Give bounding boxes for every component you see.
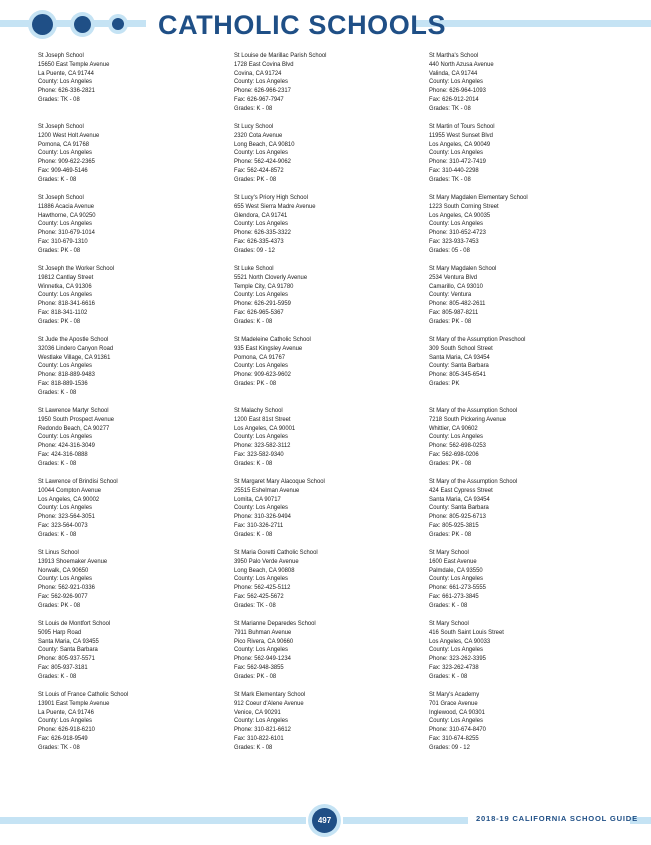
school-fax: Fax: 323-564-0073 [38,521,88,529]
school-address: 32036 Lindero Canyon Road [38,344,114,352]
school-phone: Phone: 323-262-3395 [429,655,486,663]
school-entry [234,265,409,336]
school-name: St Madeleine Catholic School [234,336,311,343]
school-entry [38,620,213,691]
school-city: Santa Maria, CA 93454 [429,353,490,361]
school-county: County: Los Angeles [234,362,288,370]
school-entry [429,194,604,265]
school-phone: Phone: 562-425-5112 [234,584,291,592]
school-fax: Fax: 626-967-7947 [234,95,284,103]
school-county: County: Los Angeles [38,220,92,228]
school-entry [38,52,213,123]
school-address: 11955 West Sunset Blvd [429,131,493,139]
school-grades: Grades: PK [429,379,460,387]
page-header [0,0,651,50]
school-phone: Phone: 323-582-3112 [234,442,291,450]
school-county: County: Los Angeles [38,575,92,583]
school-name: St Mary of the Assumption School [429,478,518,485]
school-name: St Mary School [429,549,469,556]
school-grades: Grades: K - 08 [234,530,273,538]
listing-column-1 [38,52,228,762]
school-county: County: Los Angeles [38,717,92,725]
school-phone: Phone: 323-564-3051 [38,513,95,521]
school-name: St Marianne Deparedes School [234,620,316,627]
school-address: 309 South School Street [429,344,493,352]
school-name: St Joseph School [38,123,84,130]
school-phone: Phone: 562-698-0253 [429,442,486,450]
school-phone: Phone: 626-964-1093 [429,87,486,95]
school-entry [429,265,604,336]
school-fax: Fax: 626-918-9549 [38,734,88,742]
school-grades: Grades: K - 08 [429,672,468,680]
school-county: County: Los Angeles [429,220,483,228]
school-city: La Puente, CA 91746 [38,708,94,716]
school-name: St Martin of Tours School [429,123,495,130]
school-address: 13901 East Temple Avenue [38,699,110,707]
school-fax: Fax: 805-925-3815 [429,521,479,529]
school-address: 416 South Saint Louis Street [429,628,504,636]
school-address: 1728 East Covina Blvd [234,60,294,68]
school-fax: Fax: 323-582-9340 [234,450,284,458]
school-city: Los Angeles, CA 90033 [429,637,491,645]
school-entry [429,478,604,549]
school-name: St Lawrence Martyr School [38,407,109,414]
school-address: 7218 South Pickering Avenue [429,415,507,423]
school-county: County: Los Angeles [234,717,288,725]
school-entry [38,407,213,478]
school-county: County: Los Angeles [429,433,483,441]
school-grades: Grades: PK - 08 [429,459,472,467]
school-city: Venice, CA 90291 [234,708,281,716]
school-address: 1950 South Prospect Avenue [38,415,115,423]
school-address: 1200 West Holt Avenue [38,131,100,139]
school-grades: Grades: TK - 08 [429,104,471,112]
school-grades: Grades: K - 08 [38,175,77,183]
school-city: Pico Rivera, CA 90660 [234,637,294,645]
school-phone: Phone: 805-345-6541 [429,371,486,379]
school-address: 15650 East Temple Avenue [38,60,110,68]
school-name: St Malachy School [234,407,283,414]
school-city: Norwalk, CA 90650 [38,566,89,574]
school-county: County: Los Angeles [234,78,288,86]
school-name: St Mary School [429,620,469,627]
school-fax: Fax: 562-698-0206 [429,450,479,458]
school-phone: Phone: 310-821-6612 [234,726,291,734]
school-entry [234,691,409,762]
school-fax: Fax: 805-987-8211 [429,308,479,316]
school-grades: Grades: K - 08 [234,459,273,467]
school-phone: Phone: 626-336-2821 [38,87,95,95]
school-fax: Fax: 909-469-5146 [38,166,88,174]
school-grades: Grades: PK - 08 [38,317,81,325]
school-grades: Grades: PK - 08 [234,379,277,387]
school-name: St Lawrence of Brindisi School [38,478,118,485]
school-county: County: Los Angeles [38,291,92,299]
school-address: 1600 East Avenue [429,557,477,565]
school-county: County: Santa Barbara [429,504,489,512]
school-grades: Grades: K - 08 [234,104,273,112]
school-city: Winnetka, CA 91306 [38,282,92,290]
school-grades: Grades: 09 - 12 [234,246,275,254]
school-entry [234,194,409,265]
school-name: St Mary of the Assumption School [429,407,518,414]
footer-rule-left [0,817,306,824]
school-address: 19812 Cantlay Street [38,273,94,281]
school-county: County: Santa Barbara [38,646,98,654]
school-fax: Fax: 661-273-3845 [429,592,479,600]
school-city: Camarillo, CA 93010 [429,282,483,290]
school-phone: Phone: 805-937-5571 [38,655,95,663]
school-county: County: Ventura [429,291,472,299]
school-grades: Grades: PK - 08 [234,175,277,183]
school-city: Los Angeles, CA 90049 [429,140,491,148]
school-fax: Fax: 323-933-7453 [429,237,479,245]
school-city: Inglewood, CA 90301 [429,708,485,716]
school-address: 701 Grace Avenue [429,699,478,707]
school-county: County: Los Angeles [429,149,483,157]
school-grades: Grades: TK - 08 [234,601,276,609]
school-entry [234,620,409,691]
school-grades: Grades: PK - 08 [234,672,277,680]
school-phone: Phone: 562-424-9062 [234,158,291,166]
school-city: Whittier, CA 90602 [429,424,478,432]
school-fax: Fax: 818-889-1536 [38,379,88,387]
school-city: Los Angeles, CA 90002 [38,495,100,503]
school-phone: Phone: 626-291-5959 [234,300,291,308]
school-phone: Phone: 424-316-3049 [38,442,95,450]
school-grades: Grades: K - 08 [429,601,468,609]
school-entry [234,52,409,123]
school-county: County: Los Angeles [234,575,288,583]
school-entry [429,549,604,620]
school-county: County: Santa Barbara [429,362,489,370]
school-address: 3950 Palo Verde Avenue [234,557,299,565]
school-grades: Grades: K - 08 [38,530,77,538]
school-phone: Phone: 805-482-2611 [429,300,486,308]
school-address: 13913 Shoemaker Avenue [38,557,108,565]
school-county: County: Los Angeles [234,504,288,512]
school-phone: Phone: 626-918-6210 [38,726,95,734]
school-entry [234,407,409,478]
school-name: St Mary Magdalen School [429,265,497,272]
school-phone: Phone: 310-652-4723 [429,229,486,237]
school-address: 655 West Sierra Madre Avenue [234,202,316,210]
school-county: County: Los Angeles [38,78,92,86]
school-county: County: Los Angeles [429,717,483,725]
school-address: 25515 Eshelman Avenue [234,486,300,494]
school-grades: Grades: 05 - 08 [429,246,470,254]
school-entry [38,549,213,620]
school-city: Temple City, CA 91780 [234,282,294,290]
school-county: County: Los Angeles [234,149,288,157]
school-phone: Phone: 310-472-7419 [429,158,486,166]
school-address: 935 East Kingsley Avenue [234,344,303,352]
school-phone: Phone: 562-921-0336 [38,584,95,592]
school-name: St Lucy's Priory High School [234,194,309,201]
school-fax: Fax: 310-822-6101 [234,734,284,742]
school-address: 440 North Azusa Avenue [429,60,494,68]
school-phone: Phone: 562-949-1234 [234,655,291,663]
school-fax: Fax: 626-912-2014 [429,95,479,103]
school-address: 5521 North Cloverly Avenue [234,273,308,281]
school-name: St Mary Magdalen Elementary School [429,194,528,201]
school-fax: Fax: 323-262-4738 [429,663,479,671]
header-dot-small [112,18,124,30]
school-name: St Mark Elementary School [234,691,306,698]
school-entry [38,691,213,762]
school-name: St Mary's Academy [429,691,480,698]
page-title: CATHOLIC SCHOOLS [158,10,447,40]
school-entry [429,407,604,478]
guide-title: 2018-19 CALIFORNIA SCHOOL GUIDE [476,814,638,823]
school-city: Glendora, CA 91741 [234,211,288,219]
school-city: Valinda, CA 91744 [429,69,478,77]
school-fax: Fax: 626-335-4373 [234,237,284,245]
school-entry [234,478,409,549]
school-county: County: Los Angeles [38,149,92,157]
school-name: St Joseph School [38,194,84,201]
school-grades: Grades: TK - 08 [429,175,471,183]
school-phone: Phone: 661-273-5555 [429,584,486,592]
school-city: Long Beach, CA 90808 [234,566,295,574]
school-county: County: Los Angeles [429,78,483,86]
school-name: St Lucy School [234,123,274,130]
school-phone: Phone: 818-341-6616 [38,300,95,308]
school-city: La Puente, CA 91744 [38,69,94,77]
school-county: County: Los Angeles [234,220,288,228]
school-address: 424 East Cypress Street [429,486,493,494]
school-entry [38,265,213,336]
school-fax: Fax: 626-965-5367 [234,308,284,316]
school-address: 11886 Acacia Avenue [38,202,95,210]
school-entry [234,336,409,407]
school-city: Long Beach, CA 90810 [234,140,295,148]
school-city: Pomona, CA 91767 [234,353,286,361]
school-entry [38,478,213,549]
school-address: 2534 Ventura Blvd [429,273,478,281]
school-city: Los Angeles, CA 90035 [429,211,491,219]
school-phone: Phone: 626-335-3322 [234,229,291,237]
school-entry [429,52,604,123]
school-grades: Grades: K - 08 [38,388,77,396]
page-number: 497 [312,808,337,833]
school-phone: Phone: 310-679-1014 [38,229,95,237]
school-county: County: Los Angeles [38,362,92,370]
school-grades: Grades: K - 08 [38,672,77,680]
school-county: County: Los Angeles [38,504,92,512]
school-grades: Grades: 09 - 12 [429,743,470,751]
school-fax: Fax: 562-948-3855 [234,663,284,671]
school-city: Palmdale, CA 93550 [429,566,483,574]
school-grades: Grades: PK - 08 [429,317,472,325]
school-city: Santa Maria, CA 93455 [38,637,99,645]
school-county: County: Los Angeles [234,433,288,441]
school-county: County: Los Angeles [234,646,288,654]
school-entry [429,620,604,691]
school-grades: Grades: PK - 08 [38,246,81,254]
school-name: St Maria Goretti Catholic School [234,549,318,556]
school-fax: Fax: 805-937-3181 [38,663,88,671]
school-county: County: Los Angeles [429,646,483,654]
school-entry [234,549,409,620]
school-grades: Grades: TK - 08 [38,95,80,103]
school-fax: Fax: 562-926-9077 [38,592,88,600]
school-phone: Phone: 626-966-2317 [234,87,291,95]
school-entry [429,336,604,407]
school-address: 10044 Compton Avenue [38,486,101,494]
school-address: 1200 East 81st Street [234,415,291,423]
school-phone: Phone: 909-622-2365 [38,158,95,166]
school-grades: Grades: PK - 08 [38,601,81,609]
school-name: St Jude the Apostle School [38,336,109,343]
school-phone: Phone: 310-674-8470 [429,726,486,734]
listing-column-3 [429,52,619,762]
school-address: 1223 South Corning Street [429,202,499,210]
school-city: Covina, CA 91724 [234,69,282,77]
school-grades: Grades: PK - 08 [429,530,472,538]
school-entry [234,123,409,194]
school-fax: Fax: 424-316-0888 [38,450,88,458]
school-name: St Louise de Marillac Parish School [234,52,327,59]
footer-rule-middle [343,817,468,824]
school-grades: Grades: K - 08 [234,317,273,325]
school-name: St Linus School [38,549,79,556]
school-city: Westlake Village, CA 91361 [38,353,111,361]
school-entry [429,691,604,762]
school-city: Lomita, CA 90717 [234,495,281,503]
school-county: County: Los Angeles [38,433,92,441]
school-name: St Louis de Montfort School [38,620,111,627]
school-county: County: Los Angeles [429,575,483,583]
school-city: Hawthorne, CA 90250 [38,211,96,219]
header-rule-right [412,20,651,27]
header-dot-medium [74,16,91,33]
school-phone: Phone: 310-326-9494 [234,513,291,521]
school-address: 7911 Buhman Avenue [234,628,292,636]
school-grades: Grades: TK - 08 [38,743,80,751]
listing-column-2 [234,52,424,762]
header-dot-large [32,14,53,35]
school-city: Redondo Beach, CA 90277 [38,424,110,432]
school-name: St Margaret Mary Alacoque School [234,478,325,485]
school-address: 912 Coeur d'Alene Avenue [234,699,304,707]
school-city: Santa Maria, CA 93454 [429,495,490,503]
school-fax: Fax: 818-341-1102 [38,308,88,316]
school-grades: Grades: K - 08 [38,459,77,467]
school-phone: Phone: 909-623-9602 [234,371,291,379]
school-grades: Grades: K - 08 [234,743,273,751]
school-fax: Fax: 310-326-2711 [234,521,284,529]
school-county: County: Los Angeles [234,291,288,299]
page-footer [0,800,651,845]
school-address: 5095 Harp Road [38,628,82,636]
school-phone: Phone: 818-889-9483 [38,371,95,379]
school-name: St Joseph School [38,52,84,59]
school-fax: Fax: 310-679-1310 [38,237,88,245]
school-address: 2320 Cota Avenue [234,131,283,139]
school-fax: Fax: 562-425-5672 [234,592,284,600]
school-fax: Fax: 310-440-2298 [429,166,479,174]
school-name: St Mary of the Assumption Preschool [429,336,526,343]
school-name: St Luke School [234,265,274,272]
school-phone: Phone: 805-925-6713 [429,513,486,521]
school-entry [38,194,213,265]
school-city: Los Angeles, CA 90001 [234,424,296,432]
school-name: St Joseph the Worker School [38,265,115,272]
school-name: St Louis of France Catholic School [38,691,129,698]
school-entry [38,336,213,407]
school-fax: Fax: 562-424-8572 [234,166,284,174]
school-city: Pomona, CA 91768 [38,140,90,148]
school-entry [429,123,604,194]
school-entry [38,123,213,194]
school-fax: Fax: 310-674-8255 [429,734,479,742]
school-name: St Martha's School [429,52,479,59]
